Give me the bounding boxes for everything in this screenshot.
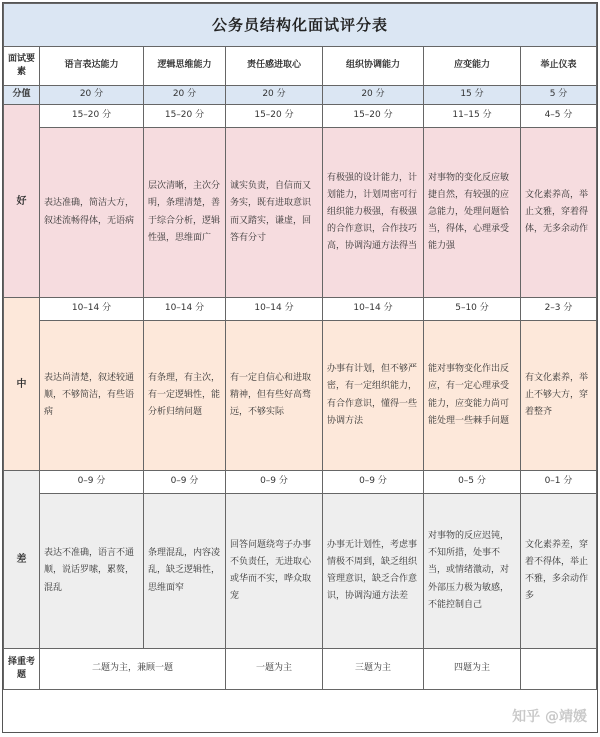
score-range: 2–3 分 (521, 298, 597, 321)
score-range: 10–14 分 (226, 298, 323, 321)
description-cell: 对事物的变化反应敏捷自然，有较强的应急能力，处理问题恰当，得体，心理承受能力强 (424, 128, 521, 298)
description-cell: 办事有计划，但不够严密，有一定组织能力，有合作意识，懂得一些协调方法 (323, 321, 424, 471)
score-range: 10–14 分 (144, 298, 226, 321)
focus-cell: 三题为主 (323, 649, 424, 690)
description-cell: 条理混乱，内容凌乱，缺乏逻辑性，思维面窄 (144, 494, 226, 649)
score-range: 0–5 分 (424, 471, 521, 494)
score-range: 11–15 分 (424, 105, 521, 128)
level-good-label: 好 (4, 105, 40, 298)
focus-cell: 二题为主，兼顾一题 (40, 649, 226, 690)
header-responsibility: 责任感进取心 (226, 47, 323, 86)
description-cell: 表达不准确，语言不通顺，说话罗嗦，累赘，混乱 (40, 494, 144, 649)
description-cell: 表达准确，简洁大方，叙述流畅得体，无语病 (40, 128, 144, 298)
score-range: 15–20 分 (323, 105, 424, 128)
points-cell: 20 分 (226, 86, 323, 105)
header-adaptability: 应变能力 (424, 47, 521, 86)
description-cell: 有一定自信心和进取精神，但有些好高骛远，不够实际 (226, 321, 323, 471)
score-range: 5–10 分 (424, 298, 521, 321)
description-cell: 文化素养差，穿着不得体，举止不雅，多余动作多 (521, 494, 597, 649)
score-range: 15–20 分 (40, 105, 144, 128)
description-cell: 层次清晰，主次分明，条理清楚，善于综合分析，逻辑性强，思维面广 (144, 128, 226, 298)
points-cell: 20 分 (40, 86, 144, 105)
description-cell: 有极强的设计能力，计划能力，计划周密可行组织能力极强，有极强的合作意识，合作技巧高，协调沟通方法得当 (323, 128, 424, 298)
score-range: 15–20 分 (226, 105, 323, 128)
focus-cell: 一题为主 (226, 649, 323, 690)
description-cell: 文化素养高，举止文雅，穿着得体，无多余动作 (521, 128, 597, 298)
score-range: 15–20 分 (144, 105, 226, 128)
points-label: 分值 (4, 86, 40, 105)
header-organization: 组织协调能力 (323, 47, 424, 86)
focus-cell (521, 649, 597, 690)
header-logic: 逻辑思维能力 (144, 47, 226, 86)
score-range: 0–9 分 (40, 471, 144, 494)
table-title: 公务员结构化面试评分表 (4, 4, 597, 47)
evaluation-table (3, 3, 597, 690)
header-demeanor: 举止仪表 (521, 47, 597, 86)
level-bad-label: 差 (4, 471, 40, 649)
points-cell: 20 分 (144, 86, 226, 105)
score-range: 10–14 分 (40, 298, 144, 321)
score-range: 0–9 分 (226, 471, 323, 494)
score-range: 0–1 分 (521, 471, 597, 494)
description-cell: 能对事物变化作出反应，有一定心理承受能力，应变能力尚可能处理一些棘手问题 (424, 321, 521, 471)
description-cell: 诚实负责，自信而又务实，既有进取意识而又踏实，谦虚，回答有分寸 (226, 128, 323, 298)
points-cell: 15 分 (424, 86, 521, 105)
description-cell: 办事无计划性，考虑事情极不周到，缺乏组织管理意识，缺乏合作意识，协调沟通方法差 (323, 494, 424, 649)
points-cell: 5 分 (521, 86, 597, 105)
description-cell: 回答问题绕弯子办事不负责任，无进取心或华而不实，哗众取宠 (226, 494, 323, 649)
level-mid-label: 中 (4, 298, 40, 471)
score-range: 10–14 分 (323, 298, 424, 321)
focus-cell: 四题为主 (424, 649, 521, 690)
description-cell: 对事物的反应迟钝，不知所措，处事不当，或情绪激动，对外部压力极为敏感，不能控制自己 (424, 494, 521, 649)
focus-label: 择重考题 (4, 649, 40, 690)
score-sheet (2, 2, 598, 733)
watermark: 知乎 @靖媛 (512, 709, 587, 725)
header-language: 语言表达能力 (40, 47, 144, 86)
points-cell: 20 分 (323, 86, 424, 105)
description-cell: 有条理，有主次，有一定逻辑性，能分析归纳问题 (144, 321, 226, 471)
score-range: 0–9 分 (144, 471, 226, 494)
description-cell: 表达尚清楚，叙述较通顺，不够简洁，有些语病 (40, 321, 144, 471)
header-corner: 面试要素 (4, 47, 40, 86)
score-range: 4–5 分 (521, 105, 597, 128)
description-cell: 有文化素养，举止不够大方，穿着整齐 (521, 321, 597, 471)
score-range: 0–9 分 (323, 471, 424, 494)
